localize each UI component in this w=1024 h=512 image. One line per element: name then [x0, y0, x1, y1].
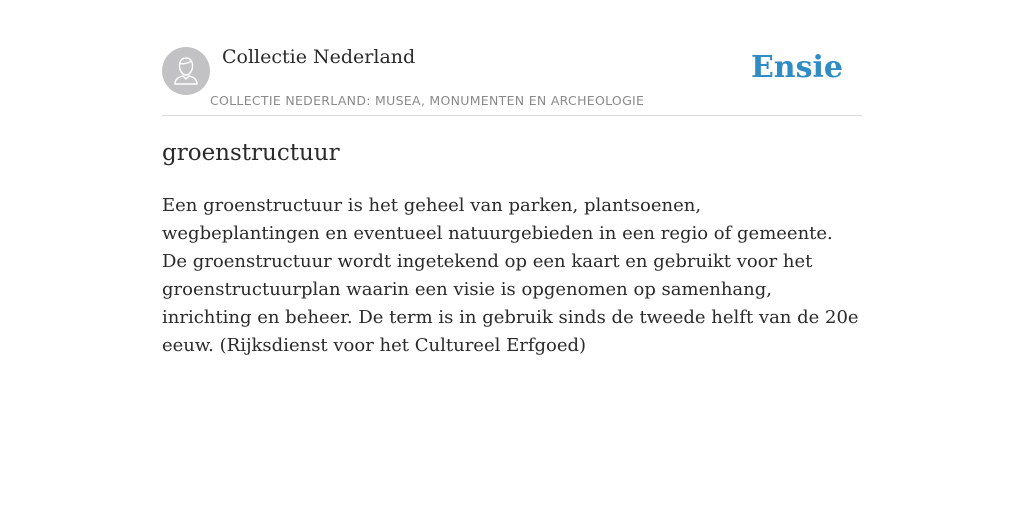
term-title: groenstructuur: [162, 140, 340, 166]
author-avatar[interactable]: [162, 47, 210, 95]
user-silhouette-icon: [162, 47, 210, 95]
author-name[interactable]: Collectie Nederland: [222, 46, 416, 68]
source-label[interactable]: COLLECTIE NEDERLAND: MUSEA, MONUMENTEN EN ARCHEOLOGIE: [210, 93, 645, 108]
brand-logo[interactable]: Ensie: [750, 50, 843, 85]
definition-text: Een groenstructuur is het geheel van parken, plantsoenen, wegbeplantingen en eventueel natuurgebieden in een regio of gemeente. De groenstructuur wordt ingetekend op een kaart en gebruikt voor het groenstructuurplan waarin een visie is opgenomen op samenhang, inrichting en beheer. De term is in gebruik sinds de tweede helft van de 20e eeuw. (Rijksdienst voor het Cultureel Erfgoed): [162, 195, 859, 356]
entry-header: [162, 44, 862, 116]
